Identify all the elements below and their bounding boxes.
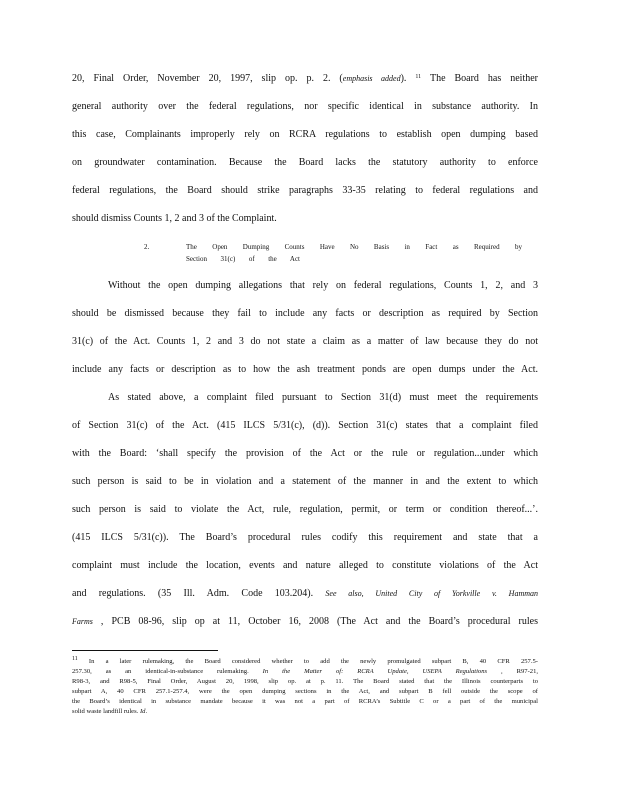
- section-heading-line-2: Section 31(c) of the Act: [186, 255, 300, 263]
- footnote-reference[interactable]: 11: [415, 74, 422, 80]
- body-line-18: [72, 588, 538, 600]
- footnote-citation: Id: [139, 708, 146, 715]
- body-line-3: this case, Complainants improperly rely on RCRA regulations to establish open dumping based: [72, 129, 538, 140]
- body-line-2: general authority over the federal regulations, nor specific identical in substance authority. In: [72, 101, 538, 112]
- footnote-line-5: the Board’s identical in substance mandate because it was not a part of RCRA’s Subtitle C or a part of the municipal: [72, 698, 538, 705]
- body-text: , PCB 08-96, slip op at 11, October 16, 2008 (The Act and the Board’s procedural rules: [92, 616, 538, 627]
- footnote-text: 257.30, as an identical-in-substance rulemaking.: [72, 668, 263, 675]
- body-line-6: should dismiss Counts 1, 2 and 3 of the Complaint.: [72, 213, 277, 224]
- body-line-12: of Section 31(c) of the Act. (415 ILCS 5/31(c), (d)). Section 31(c) states that a complaint filed: [72, 420, 538, 431]
- body-text: The Board has neither: [421, 73, 538, 84]
- footnote-text: , R97-21,: [487, 668, 539, 675]
- body-text: ).: [400, 73, 416, 84]
- body-line-8: should be dismissed because they fail to include any facts or description as required by Section: [72, 308, 538, 319]
- body-line-4: on groundwater contamination. Because the Board lacks the statutory authority to enforce: [72, 157, 538, 168]
- footnote-citation: In the Matter of: RCRA Update, USEPA Regulations: [262, 668, 488, 675]
- body-line-7: Without the open dumping allegations that rely on federal regulations, Counts 1, 2, and 3: [108, 280, 538, 291]
- footnote-line-4: subpart A, 40 CFR 257.1-257.4, were the open dumping sections in the Act, and subpart B fell outside the scope of: [72, 688, 538, 695]
- footnote-line-6: [72, 707, 538, 717]
- body-line-19: [72, 616, 538, 628]
- footnote-line-1: [72, 657, 538, 667]
- case-citation: See also, United City of Yorkville v. Hamman: [325, 589, 539, 598]
- footnote-line-3: R98-3, and R98-5, Final Order, August 20, 1998, slip op. at p. 11. The Board stated that the Illinois counterparts to: [72, 678, 538, 685]
- body-text: 20, Final Order, November 20, 1997, slip op. p. 2. (: [72, 73, 343, 84]
- footnote-text: In a later rulemaking, the Board considered whether to add the newly promulgated subpart B, 40 CFR 257.5-: [77, 658, 538, 665]
- section-heading-line-1: The Open Dumping Counts Have No Basis in Fact as Required by: [186, 243, 522, 251]
- body-text: and regulations. (35 Ill. Adm. Code 103.204).: [72, 588, 326, 599]
- case-citation: Farms: [72, 617, 93, 626]
- body-line-16: (415 ILCS 5/31(c)). The Board’s procedural rules codify this requirement and state that a: [72, 532, 538, 543]
- footnote-text: solid waste landfill rules.: [72, 708, 140, 715]
- body-line-15: such person is said to violate the Act, rule, regulation, permit, or term or condition thereof...’.: [72, 504, 538, 515]
- body-line-10: include any facts or description as to how the ash treatment ponds are open dumps under the Act.: [72, 364, 538, 375]
- body-line-13: with the Board: ‘shall specify the provision of the Act or the rule or regulation...under which: [72, 448, 538, 459]
- footnote-line-2: [72, 667, 538, 677]
- body-line-9: 31(c) of the Act. Counts 1, 2 and 3 do not state a claim as a matter of law because they do not: [72, 336, 538, 347]
- section-heading-number: 2.: [144, 243, 150, 251]
- body-line-1: [72, 73, 538, 85]
- footnote-number: 11: [72, 656, 78, 662]
- body-line-17: complaint must include the location, events and nature alleged to constitute violations of the Act: [72, 560, 538, 571]
- footnote-separator: [72, 650, 218, 651]
- body-line-5: federal regulations, the Board should strike paragraphs 33-35 relating to federal regulations and: [72, 185, 538, 196]
- body-line-14: such person is said to be in violation and a statement of the manner in and the extent to which: [72, 476, 538, 487]
- body-line-11: As stated above, a complaint filed pursuant to Section 31(d) must meet the requirements: [108, 392, 538, 403]
- emphasis-text: emphasis added: [342, 74, 401, 83]
- footnote-text: .: [145, 708, 148, 715]
